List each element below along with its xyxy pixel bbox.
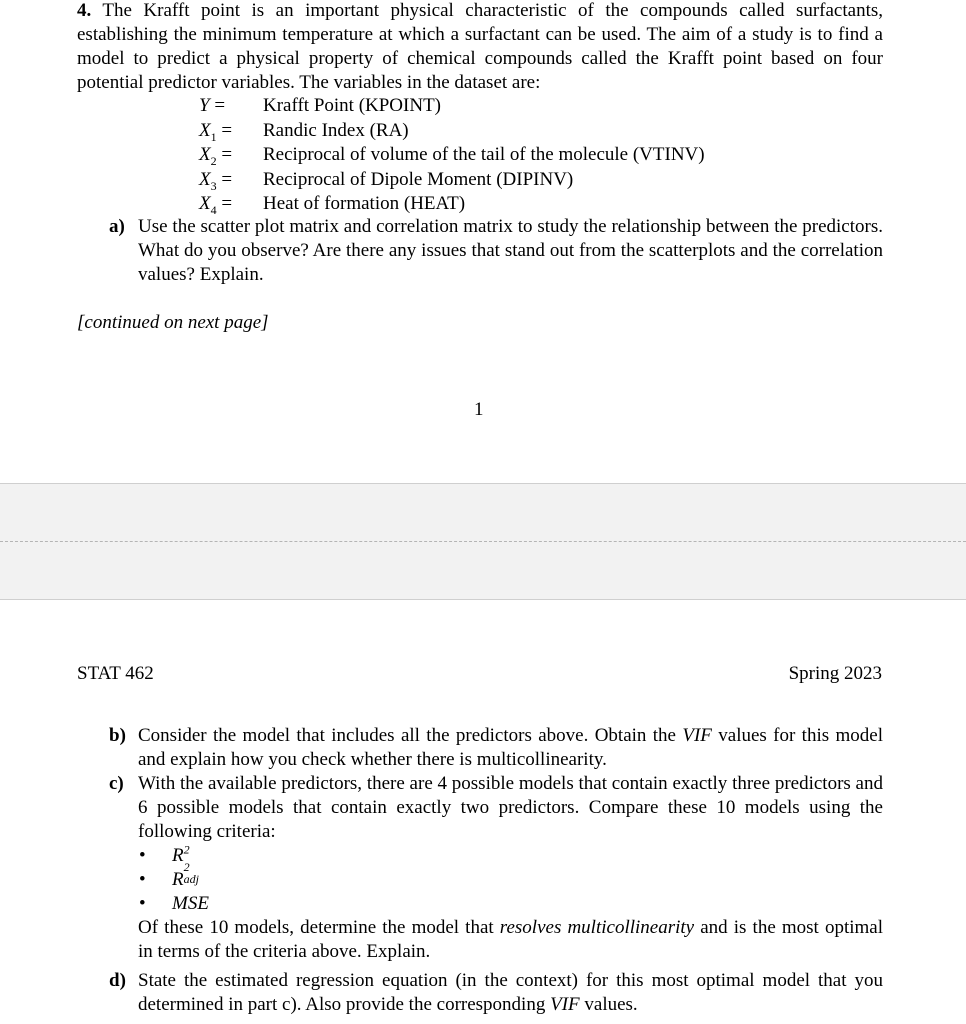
part-d-label: d) (109, 970, 126, 991)
variable-symbol: Y = (199, 95, 226, 116)
question-4-intro (77, 0, 883, 95)
part-c (109, 772, 883, 964)
part-b (109, 724, 883, 772)
question-number: 4. (77, 0, 92, 21)
criterion-mse: MSE (172, 893, 209, 914)
page-2 (0, 599, 966, 1024)
variable-row (199, 192, 705, 217)
part-a-label: a) (109, 216, 125, 237)
variable-description: Reciprocal of Dipole Moment (DIPINV) (263, 168, 574, 190)
list-item (109, 844, 883, 868)
variable-list (199, 94, 705, 217)
bullet-icon: • (139, 869, 146, 890)
list-item (109, 860, 883, 892)
criterion-r2-adj: R 2 adj (172, 860, 199, 890)
page-1 (0, 0, 966, 483)
variable-row (199, 143, 705, 168)
part-b-label: b) (109, 725, 126, 746)
variable-row (199, 94, 705, 119)
emphasis-text: resolves multicollinearity (499, 917, 695, 938)
page-break-line (0, 541, 966, 542)
variable-symbol: $X_1$ = (199, 119, 233, 144)
course-header: STAT 462 (77, 663, 154, 684)
variable-description: Reciprocal of volume of the tail of the molecule (VTINV) (263, 144, 705, 165)
variable-description: Heat of formation (HEAT) (263, 193, 466, 214)
bullet-icon: • (139, 893, 146, 914)
variable-symbol: $X_4$ = (199, 193, 233, 217)
part-a (109, 215, 883, 287)
part-d (109, 969, 883, 1017)
criteria-list (109, 844, 883, 916)
bullet-icon: • (139, 845, 146, 866)
part-b-text: Consider the model that includes all the predictors above. Obtain the VIF values for this model and explain how you check whether there is multicollinearity. (138, 725, 883, 770)
part-d-text: State the estimated regression equation (in the context) for this most optimal model that you determined in part c). Also provide the corresponding VIF values. (138, 970, 883, 1015)
part-c-text: With the available predictors, there are 4 possible models that contain exactly three predictors and 6 possible models that contain exactly two predictors. Compare these 10 models using the following criteria: (138, 773, 883, 842)
variable-description: Krafft Point (KPOINT) (263, 95, 442, 116)
part-c-conclusion: Of these 10 models, determine the model that resolves multicollinearity and is the most optimal in terms of the criteria above. Explain. (138, 917, 883, 962)
page-number: 1 (474, 399, 484, 420)
vif-term: VIF (550, 994, 580, 1015)
list-item (109, 892, 883, 916)
vif-term: VIF (682, 725, 712, 746)
variable-symbol: $X_3$ = (199, 168, 233, 193)
part-a-text: Use the scatter plot matrix and correlation matrix to study the relationship between the predictors. What do you observe? Are there any issues that stand out from the scatterplots and the correlation values? Explain. (138, 216, 883, 285)
intro-text: The Krafft point is an important physical characteristic of the compounds called surfactants, establishing the minimum temperature at which a surfactant can be used. The aim of a study is to find a model to predict a physical property of chemical compounds called the Krafft point based on four potential predictor variables. The variables in the dataset are: (77, 0, 883, 93)
variable-description: Randic Index (RA) (263, 119, 409, 141)
part-c-label: c) (109, 773, 124, 794)
variable-row (199, 119, 705, 144)
page-break-gap (0, 483, 966, 600)
variable-row (199, 168, 705, 193)
criterion-r2: $R^2$ (172, 842, 190, 866)
continued-note: [continued on next page] (77, 312, 269, 333)
term-header: Spring 2023 (788, 663, 882, 684)
variable-symbol: $X_2$ = (199, 144, 233, 168)
